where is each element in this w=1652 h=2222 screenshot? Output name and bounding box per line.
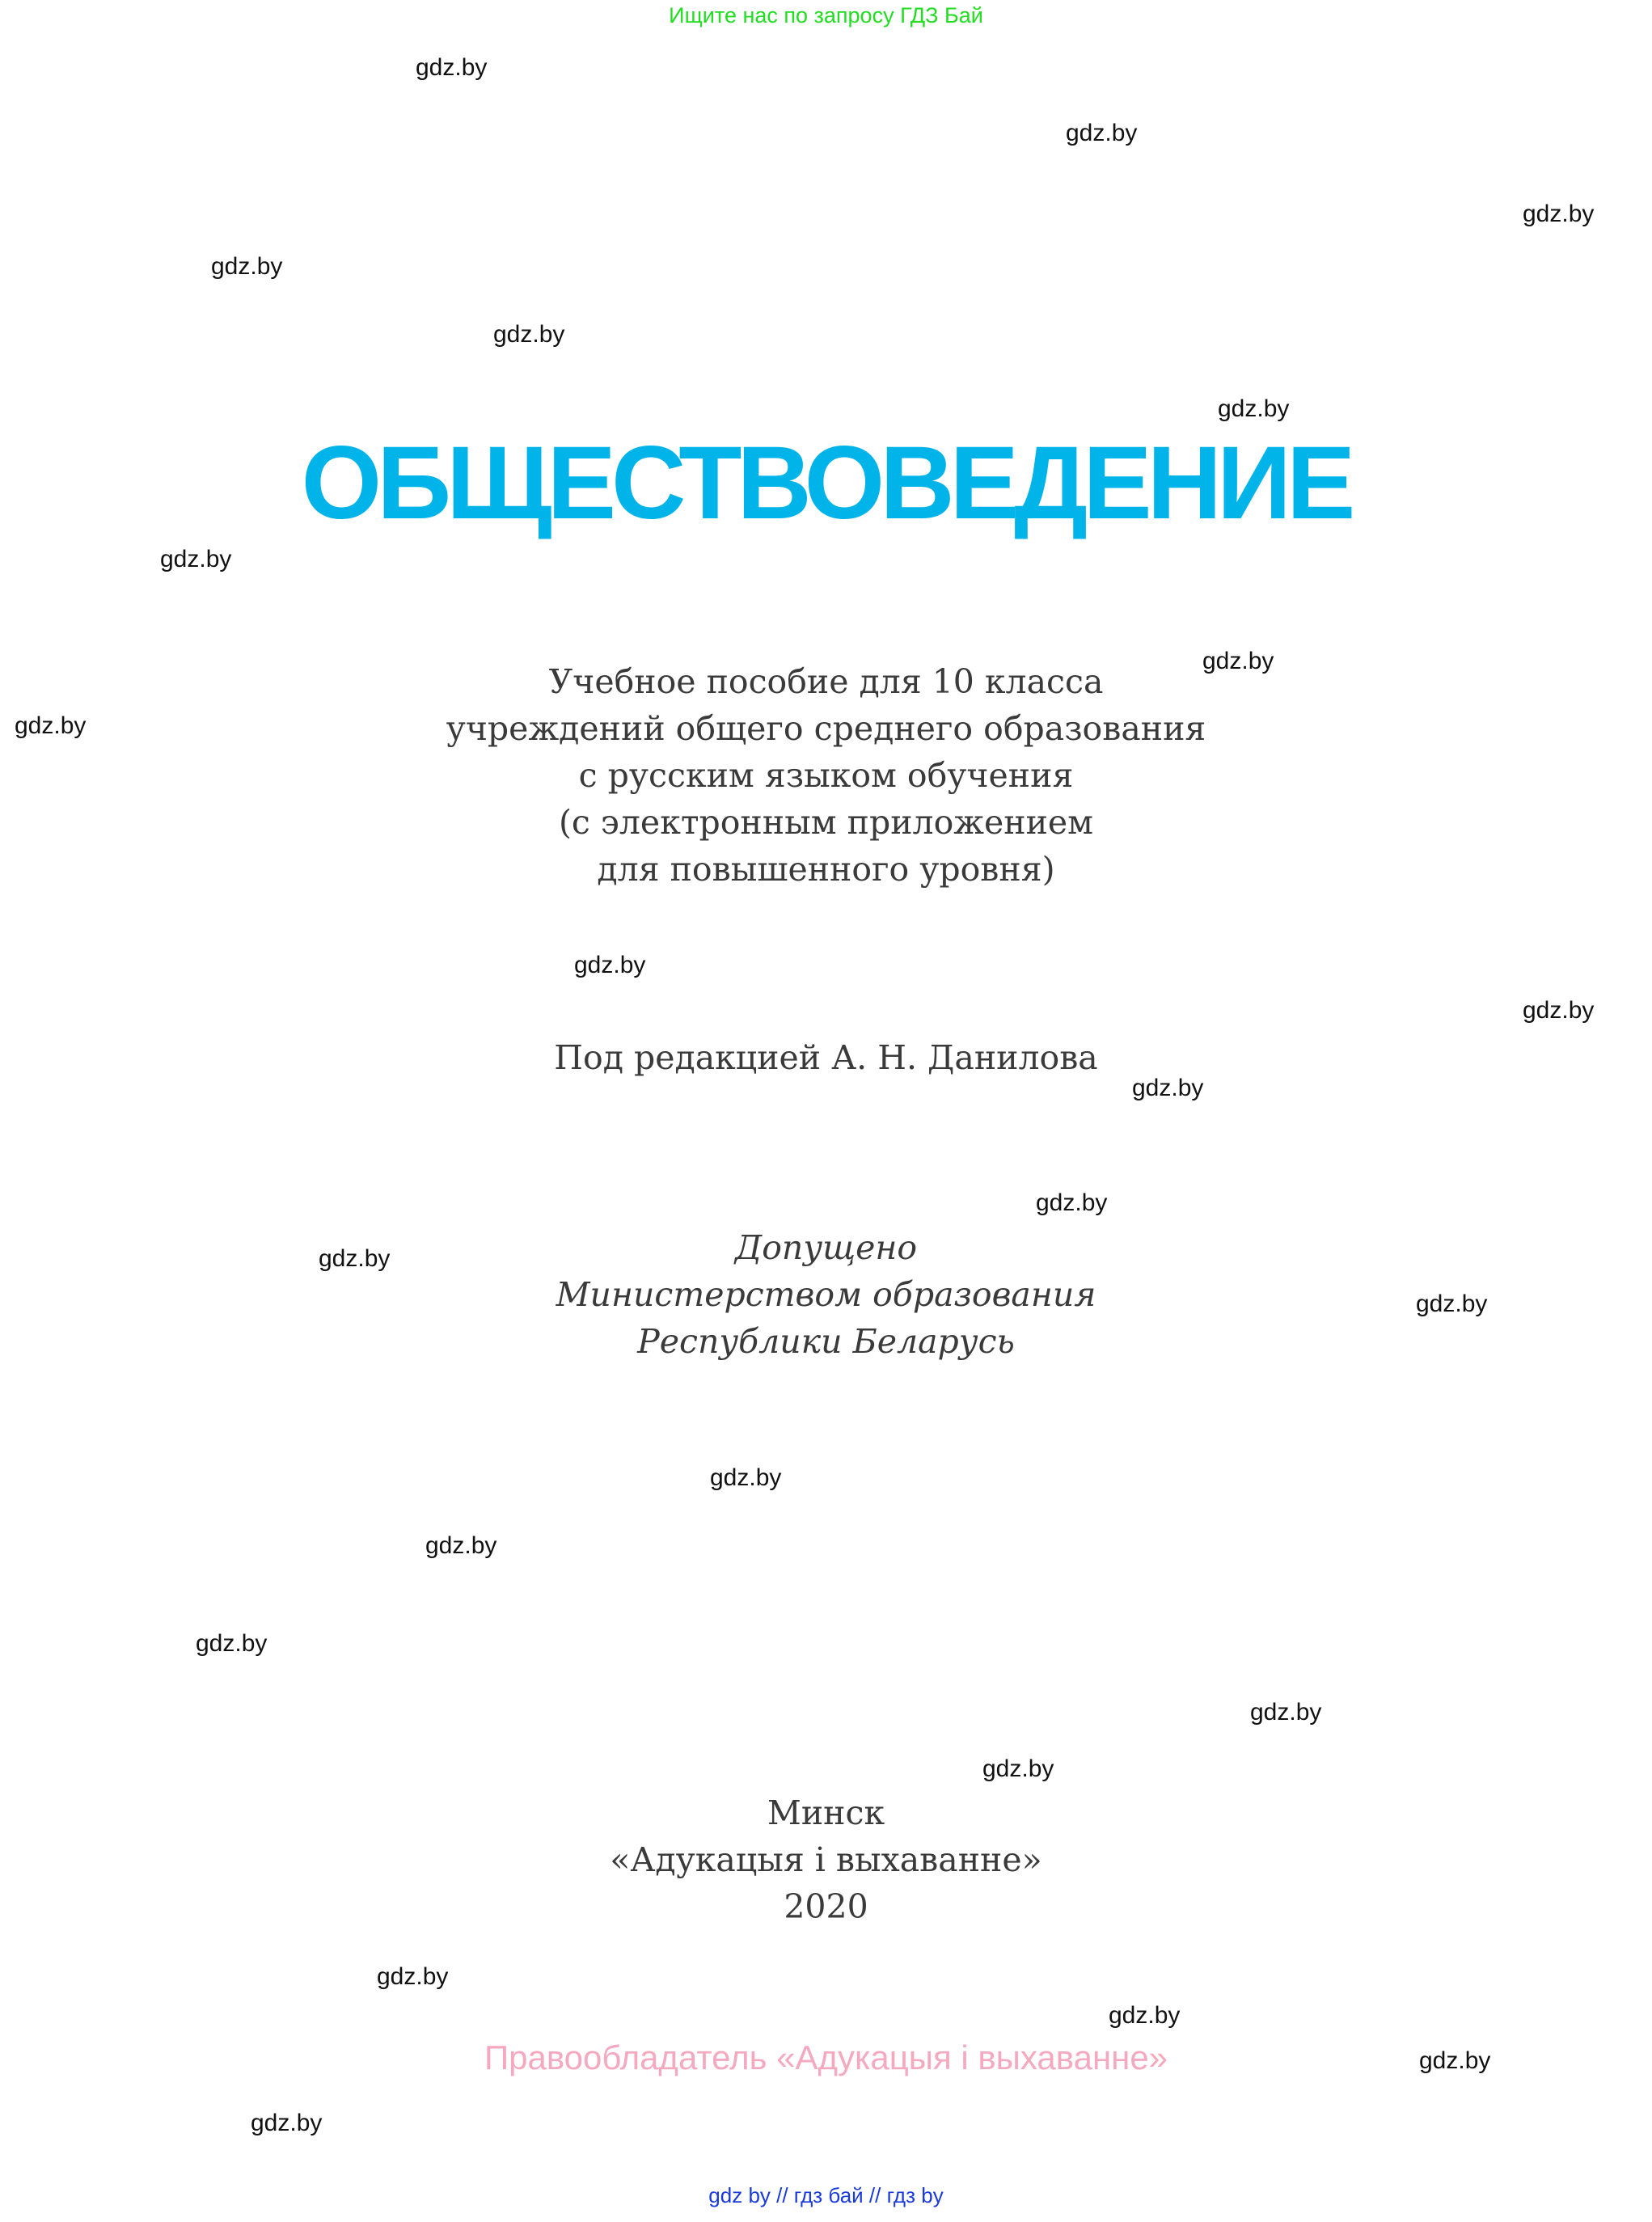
watermark: gdz.by bbox=[1218, 395, 1290, 422]
watermark: gdz.by bbox=[982, 1755, 1054, 1782]
publication-year: 2020 bbox=[784, 1887, 868, 1926]
watermark: gdz.by bbox=[710, 1464, 782, 1491]
watermark: gdz.by bbox=[425, 1532, 497, 1559]
bottom-links[interactable]: gdz by // гдз бай // гдз by bbox=[708, 2183, 944, 2207]
subtitle-line: (с электронным приложением bbox=[558, 803, 1094, 842]
watermark: gdz.by bbox=[1036, 1189, 1108, 1216]
watermark: gdz.by bbox=[493, 321, 565, 348]
book-subtitle bbox=[0, 658, 1652, 893]
subtitle-line: Учебное пособие для 10 класса bbox=[548, 662, 1104, 701]
watermark: gdz.by bbox=[1250, 1699, 1322, 1726]
rights-holder: Правообладатель «Адукацыя і выхаванне» bbox=[484, 2038, 1168, 2076]
subtitle-line: учреждений общего среднего образования bbox=[446, 709, 1206, 748]
publisher-name: «Адукацыя і выхаванне» bbox=[610, 1840, 1042, 1879]
watermark: gdz.by bbox=[1109, 2002, 1181, 2029]
watermark: gdz.by bbox=[1132, 1075, 1204, 1101]
watermark: gdz.by bbox=[377, 1963, 449, 1990]
watermark: gdz.by bbox=[1416, 1291, 1488, 1317]
publisher-city: Минск bbox=[767, 1793, 885, 1832]
book-title: ОБЩЕСТВОВЕДЕНИЕ bbox=[301, 425, 1351, 541]
search-hint: Ищите нас по запросу ГДЗ Бай bbox=[669, 3, 983, 27]
watermark: gdz.by bbox=[1066, 120, 1138, 146]
watermark: gdz.by bbox=[251, 2110, 323, 2136]
editor-line: Под редакцией А. Н. Данилова bbox=[554, 1038, 1098, 1077]
watermark: gdz.by bbox=[211, 253, 283, 280]
watermark: gdz.by bbox=[416, 54, 488, 81]
approval-line: Республики Беларусь bbox=[637, 1322, 1015, 1361]
watermark: gdz.by bbox=[1202, 648, 1274, 674]
approval-note bbox=[0, 1224, 1652, 1365]
approval-line: Министерством образования bbox=[556, 1275, 1096, 1314]
watermark: gdz.by bbox=[160, 546, 232, 572]
watermark: gdz.by bbox=[15, 712, 87, 739]
watermark: gdz.by bbox=[574, 952, 646, 978]
watermark: gdz.by bbox=[1523, 997, 1595, 1024]
watermark: gdz.by bbox=[1419, 2047, 1491, 2074]
approval-line: Допущено bbox=[734, 1228, 918, 1267]
subtitle-line: для повышенного уровня) bbox=[597, 850, 1055, 889]
watermark: gdz.by bbox=[196, 1630, 268, 1657]
watermark: gdz.by bbox=[1523, 201, 1595, 227]
watermark: gdz.by bbox=[319, 1245, 391, 1272]
publisher-info bbox=[0, 1789, 1652, 1930]
subtitle-line: с русским языком обучения bbox=[578, 756, 1074, 795]
